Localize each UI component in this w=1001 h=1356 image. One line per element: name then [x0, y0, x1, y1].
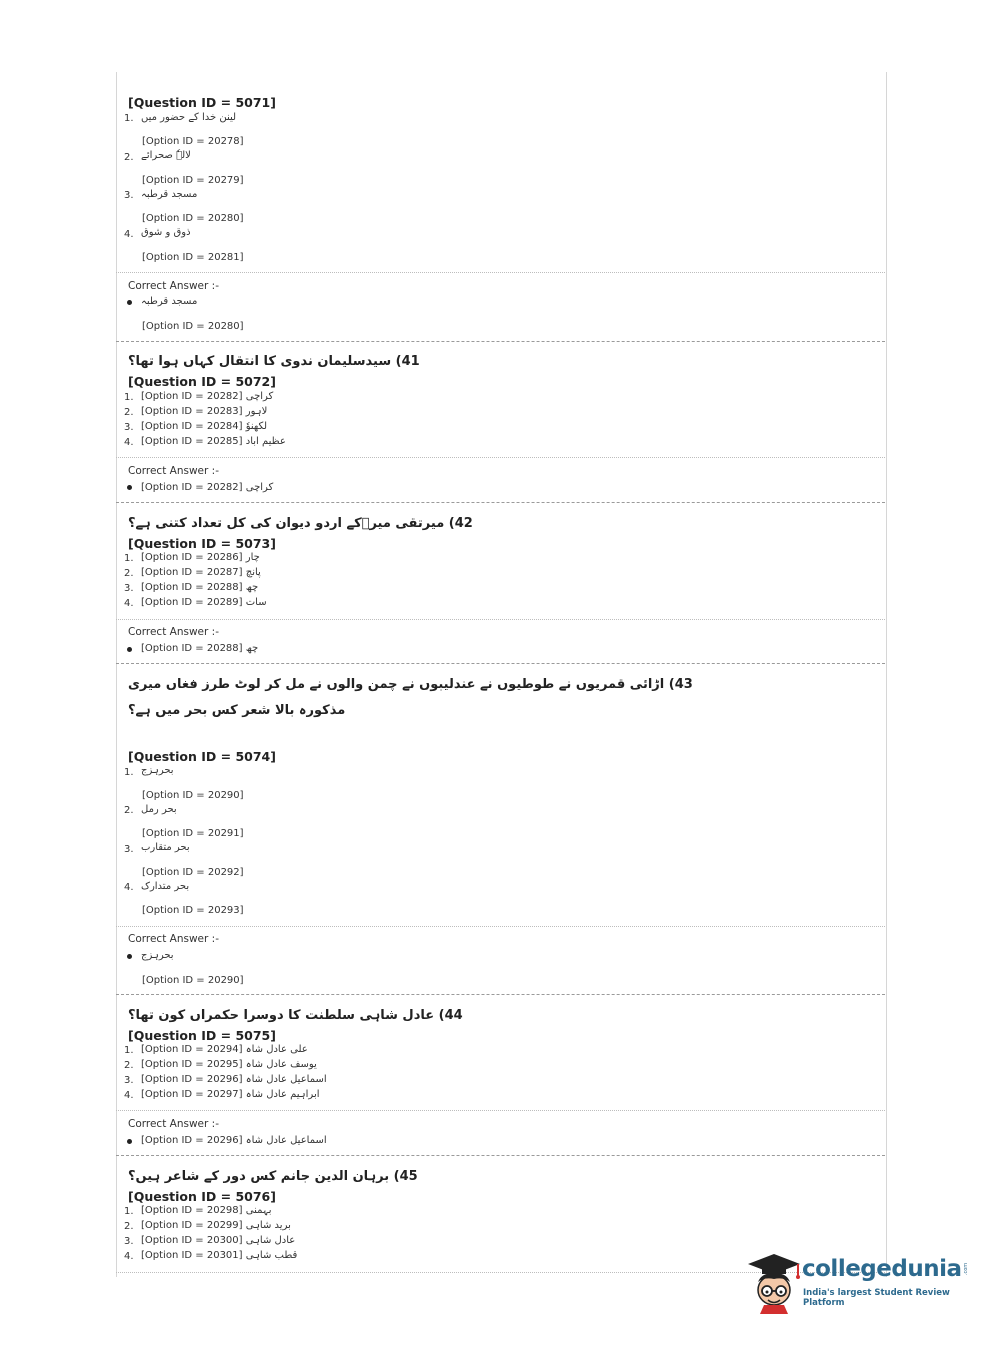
option-id: [Option ID = 20290] — [142, 790, 244, 801]
option-label: لینن خدا کے حضور میں — [141, 112, 237, 123]
option-number: 4. — [124, 1251, 134, 1262]
option-number: 2. — [124, 407, 134, 418]
option-label: لالہٗ صحرائے — [141, 150, 191, 161]
option-number: 4. — [124, 437, 134, 448]
option-id: [Option ID = 20291] — [142, 828, 244, 839]
option-number: 3. — [124, 583, 134, 594]
option-label: چھ [Option ID = 20288] — [141, 582, 259, 593]
answer-bullet — [127, 1139, 132, 1144]
divider — [116, 926, 885, 927]
option-number: 4. — [124, 882, 134, 893]
option-id: [Option ID = 20278] — [142, 136, 244, 147]
question-separator — [116, 341, 885, 342]
answer-label: کراچی [Option ID = 20282] — [141, 482, 274, 493]
option-number: 2. — [124, 152, 134, 163]
option-label: پانچ [Option ID = 20287] — [141, 567, 261, 578]
option-number: 3. — [124, 422, 134, 433]
logo-wordmark: collegedunia — [802, 1256, 962, 1282]
question-id: [Question ID = 5074] — [128, 749, 276, 764]
question-id: [Question ID = 5073] — [128, 536, 276, 551]
option-label: بحر متدارک — [141, 881, 190, 892]
option-number: 1. — [124, 1206, 134, 1217]
option-label: مسجد قرطبہ — [141, 189, 198, 200]
option-label: ذوق و شوق — [141, 227, 191, 238]
option-number: 1. — [124, 1045, 134, 1056]
question-id: [Question ID = 5075] — [128, 1028, 276, 1043]
option-number: 1. — [124, 553, 134, 564]
answer-label: چھ [Option ID = 20288] — [141, 643, 259, 654]
question-id: [Question ID = 5072] — [128, 374, 276, 389]
correct-answer-heading: Correct Answer :- — [128, 280, 219, 292]
option-id: [Option ID = 20279] — [142, 175, 244, 186]
option-label: برید شاہی [Option ID = 20299] — [141, 1220, 291, 1231]
question-text: 44) عادل شاہی سلطنت کا دوسرا حکمراں کون تھا؟ — [128, 1008, 463, 1023]
option-number: 2. — [124, 1060, 134, 1071]
answer-bullet — [127, 647, 132, 652]
option-label: اسماعیل عادل شاہ [Option ID = 20296] — [141, 1074, 327, 1085]
option-label: بہمنی [Option ID = 20298] — [141, 1205, 272, 1216]
option-number: 2. — [124, 1221, 134, 1232]
question-text: 43) اڑائی قمریوں نے طوطیوں نے عندلیبوں نے چمن والوں نے مل کر لوٹ طرز فغاں میری — [128, 677, 693, 692]
divider — [116, 272, 885, 273]
option-number: 3. — [124, 1075, 134, 1086]
collegedunia-logo[interactable] — [744, 1250, 974, 1314]
mascot-icon — [744, 1250, 802, 1314]
answer-option-id: [Option ID = 20290] — [142, 975, 244, 986]
option-number: 2. — [124, 568, 134, 579]
question-separator — [116, 994, 885, 995]
question-text: 45) برہان الدین جانم کس دور کے شاعر ہیں؟ — [128, 1169, 418, 1184]
correct-answer-heading: Correct Answer :- — [128, 465, 219, 477]
option-label: بحر رمل — [141, 804, 177, 815]
question-id: [Question ID = 5071] — [128, 95, 276, 110]
option-number: 1. — [124, 392, 134, 403]
answer-bullet — [127, 485, 132, 490]
question-separator — [116, 1155, 885, 1156]
answer-label: اسماعیل عادل شاہ [Option ID = 20296] — [141, 1135, 327, 1146]
answer-label: مسجد قرطبہ — [141, 296, 198, 307]
logo-suffix: .com — [963, 1262, 970, 1276]
option-number: 4. — [124, 1090, 134, 1101]
question-separator — [116, 663, 885, 664]
question-text: 41) سیدسلیمان ندوی کا انتقال کہاں ہوا تھا؟ — [128, 354, 420, 369]
option-label: عادل شاہی [Option ID = 20300] — [141, 1235, 296, 1246]
option-id: [Option ID = 20293] — [142, 905, 244, 916]
question-separator — [116, 502, 885, 503]
divider — [116, 457, 885, 458]
option-id: [Option ID = 20292] — [142, 867, 244, 878]
answer-label: بحرہزج — [141, 950, 174, 961]
option-number: 1. — [124, 767, 134, 778]
option-label: ابراہیم عادل شاہ [Option ID = 20297] — [141, 1089, 320, 1100]
question-text-line-2: مذکورہ بالا شعر کس بحر میں ہے؟ — [128, 703, 346, 718]
option-number: 3. — [124, 190, 134, 201]
answer-bullet — [127, 954, 132, 959]
option-label: چار [Option ID = 20286] — [141, 552, 260, 563]
option-number: 4. — [124, 229, 134, 240]
option-label: بحرہزج — [141, 765, 174, 776]
option-label: یوسف عادل شاہ [Option ID = 20295] — [141, 1059, 317, 1070]
option-number: 3. — [124, 844, 134, 855]
option-label: بحر متقارب — [141, 842, 190, 853]
question-text: 42) میرتقی میرؔکے اردو دیوان کی کل تعداد کتنی ہے؟ — [128, 516, 473, 531]
correct-answer-heading: Correct Answer :- — [128, 1118, 219, 1130]
option-label: لکھنوٗ [Option ID = 20284] — [141, 421, 268, 432]
option-label: علی عادل شاہ [Option ID = 20294] — [141, 1044, 308, 1055]
option-number: 3. — [124, 1236, 134, 1247]
divider — [116, 619, 885, 620]
option-label: سات [Option ID = 20289] — [141, 597, 267, 608]
option-id: [Option ID = 20280] — [142, 213, 244, 224]
option-number: 4. — [124, 598, 134, 609]
option-label: عظیم اباد [Option ID = 20285] — [141, 436, 286, 447]
logo-tagline: India's largest Student Review Platform — [803, 1288, 950, 1308]
option-number: 1. — [124, 113, 134, 124]
option-label: قطب شاہی [Option ID = 20301] — [141, 1250, 298, 1261]
divider — [116, 1110, 885, 1111]
option-label: لاہور [Option ID = 20283] — [141, 406, 268, 417]
question-id: [Question ID = 5076] — [128, 1189, 276, 1204]
answer-option-id: [Option ID = 20280] — [142, 321, 244, 332]
answer-bullet — [127, 300, 132, 305]
option-label: کراچی [Option ID = 20282] — [141, 391, 274, 402]
option-number: 2. — [124, 805, 134, 816]
option-id: [Option ID = 20281] — [142, 252, 244, 263]
correct-answer-heading: Correct Answer :- — [128, 626, 219, 638]
correct-answer-heading: Correct Answer :- — [128, 933, 219, 945]
